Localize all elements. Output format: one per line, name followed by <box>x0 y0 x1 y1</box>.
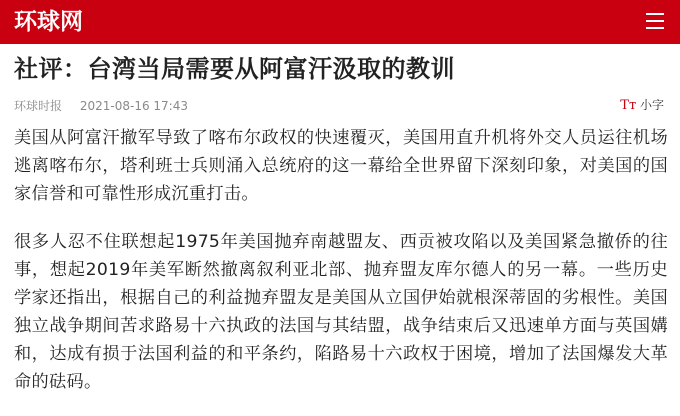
top-bar <box>0 0 680 44</box>
menu-line <box>646 20 664 22</box>
article-paragraph: 很多人忍不住联想起1975年美国抛弃南越盟友、西贡被攻陷以及美国紧急撤侨的往事，想起2019年美军断然撤离叙利亚北部、抛弃盟友库尔德人的另一幕。一些历史学家还指出，根据自己的利益抛弃盟友是美国从立国伊始就根深蒂固的劣根性。美国独立战争期间苦求路易十六执政的法国与其结盟，战争结束后又迅速单方面与英国媾和，达成有损于法国利益的和平条约，陷路易十六政权于困境，增加了法国爆发大革命的砝码。 <box>14 232 668 392</box>
article-source: 环球时报 <box>14 99 63 113</box>
article-meta <box>14 97 666 113</box>
article-body <box>14 124 668 416</box>
hamburger-menu-icon[interactable] <box>646 13 664 29</box>
article-title: 社评：台湾当局需要从阿富汗汲取的教训 <box>14 55 455 83</box>
font-size-label: 小字 <box>639 98 664 112</box>
menu-line <box>646 13 664 15</box>
article-paragraph: 美国从阿富汗撤军导致了喀布尔政权的快速覆灭，美国用直升机将外交人员运往机场逃离喀布尔，塔利班士兵则涌入总统府的这一幕给全世界留下深刻印象，对美国的国家信誉和可靠性形成沉重打击。 <box>14 128 668 204</box>
font-size-icon: Tт <box>620 98 637 113</box>
article-datetime: 2021-08-16 17:43 <box>79 99 188 113</box>
menu-line <box>646 27 664 29</box>
site-logo[interactable]: 环球网 <box>14 9 83 35</box>
font-size-toggle[interactable] <box>620 96 664 113</box>
